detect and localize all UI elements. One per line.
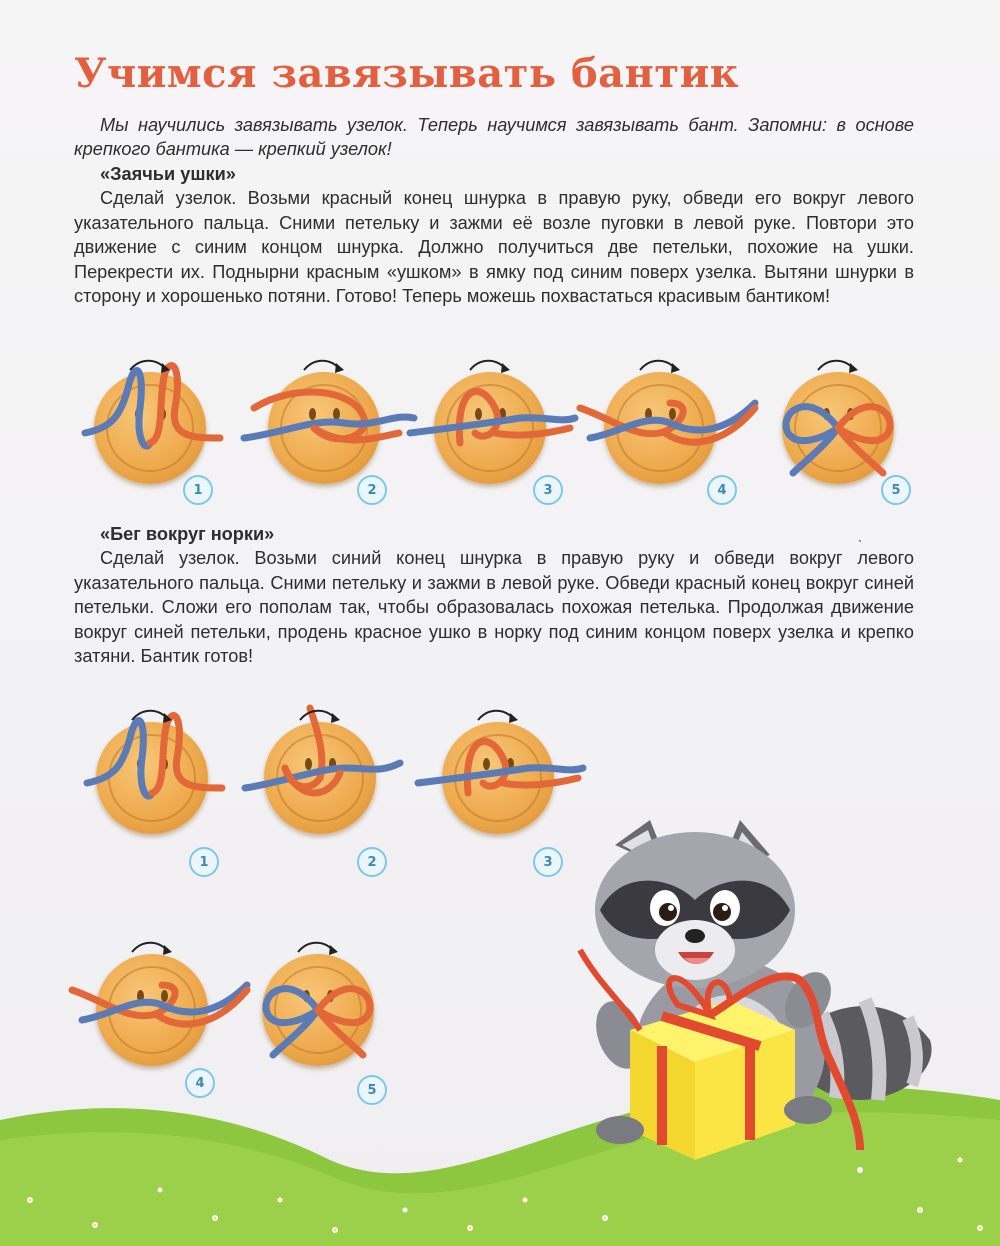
blue-lace xyxy=(793,428,838,473)
section-heading-bunny-ears: «Заячьи ушки» xyxy=(100,164,236,184)
intro-paragraph xyxy=(74,113,914,162)
red-lace xyxy=(838,428,883,473)
step-number-badge: 3 xyxy=(533,847,563,877)
step-number-badge: 2 xyxy=(357,847,387,877)
curved-arrow-icon xyxy=(132,943,167,952)
section-bunny-ears xyxy=(74,162,914,308)
arrow-head-icon xyxy=(849,363,858,373)
blue-lace xyxy=(85,371,150,447)
lace-illustration xyxy=(708,338,968,518)
blue-lace xyxy=(273,1010,318,1055)
step-number-badge: 1 xyxy=(189,847,219,877)
red-lace xyxy=(467,741,505,793)
lace-illustration xyxy=(188,920,448,1100)
arrow-head-icon xyxy=(509,713,518,723)
blue-lace xyxy=(87,721,152,797)
curved-arrow-icon xyxy=(640,361,675,370)
arrow-head-icon xyxy=(329,945,338,955)
page-title: Учимся завязывать бантик xyxy=(74,50,740,97)
red-lace xyxy=(72,985,175,1016)
step-number-badge: 2 xyxy=(357,475,387,505)
curved-arrow-icon xyxy=(470,361,505,370)
red-lace xyxy=(459,391,497,443)
section-body-bunny-ears: Сделай узелок. Возьми красный конец шнурка в правую руку, обведи его вокруг левого указательного пальца. Сними петельку и зажми её возле пуговки в левой руке. Повтори это движение с синим концом шнурка. Должно получиться две петельки, похожие на ушки. Перекрести их. Поднырни красным «ушком» в ямку под синим поверх узелка. Вытяни шнурки в сторону и хорошенько потяни. Готово! Теперь можешь похвастаться красивым бантиком! xyxy=(74,188,914,307)
section-body-around-burrow: Сделай узелок. Возьми синий конец шнурка в правую руку и обведи вокруг левого указательного пальца. Сними петельку и зажми в левой руке. Обведи красный конец вокруг синей петельки. Сложи его пополам так, чтобы образовалась похожая петелька. Продолжая движение вокруг синей петельки, продень красное ушко в норку под синим концом поверх узелка и крепко затяни. Бантик готов! xyxy=(74,548,914,667)
curved-arrow-icon xyxy=(304,361,339,370)
arrow-head-icon xyxy=(163,945,172,955)
curved-arrow-icon xyxy=(298,943,333,952)
red-lace xyxy=(503,778,578,785)
red-lace xyxy=(318,1010,363,1055)
step-number-badge: 4 xyxy=(707,475,737,505)
step-number-badge: 5 xyxy=(881,475,911,505)
intro-text: Мы научились завязывать узелок. Теперь научимся завязывать бант. Запомни: в основе крепкого бантика — крепкий узелок! xyxy=(74,115,914,160)
arrow-head-icon xyxy=(501,363,510,373)
section-around-burrow xyxy=(74,522,914,668)
step-number-badge: 5 xyxy=(357,1075,387,1105)
arrow-head-icon xyxy=(335,363,344,373)
lace-illustration xyxy=(368,688,628,868)
red-lace xyxy=(580,403,683,434)
step-number-badge: 3 xyxy=(533,475,563,505)
arrow-head-icon xyxy=(671,363,680,373)
arrow-head-icon xyxy=(331,713,340,723)
step-number-badge: 1 xyxy=(183,475,213,505)
section-heading-around-burrow: «Бег вокруг норки» xyxy=(100,524,275,544)
print-speck: ˎ xyxy=(858,526,863,542)
curved-arrow-icon xyxy=(818,361,853,370)
step-number-badge: 4 xyxy=(185,1068,215,1098)
curved-arrow-icon xyxy=(478,711,513,720)
curved-arrow-icon xyxy=(300,711,335,720)
